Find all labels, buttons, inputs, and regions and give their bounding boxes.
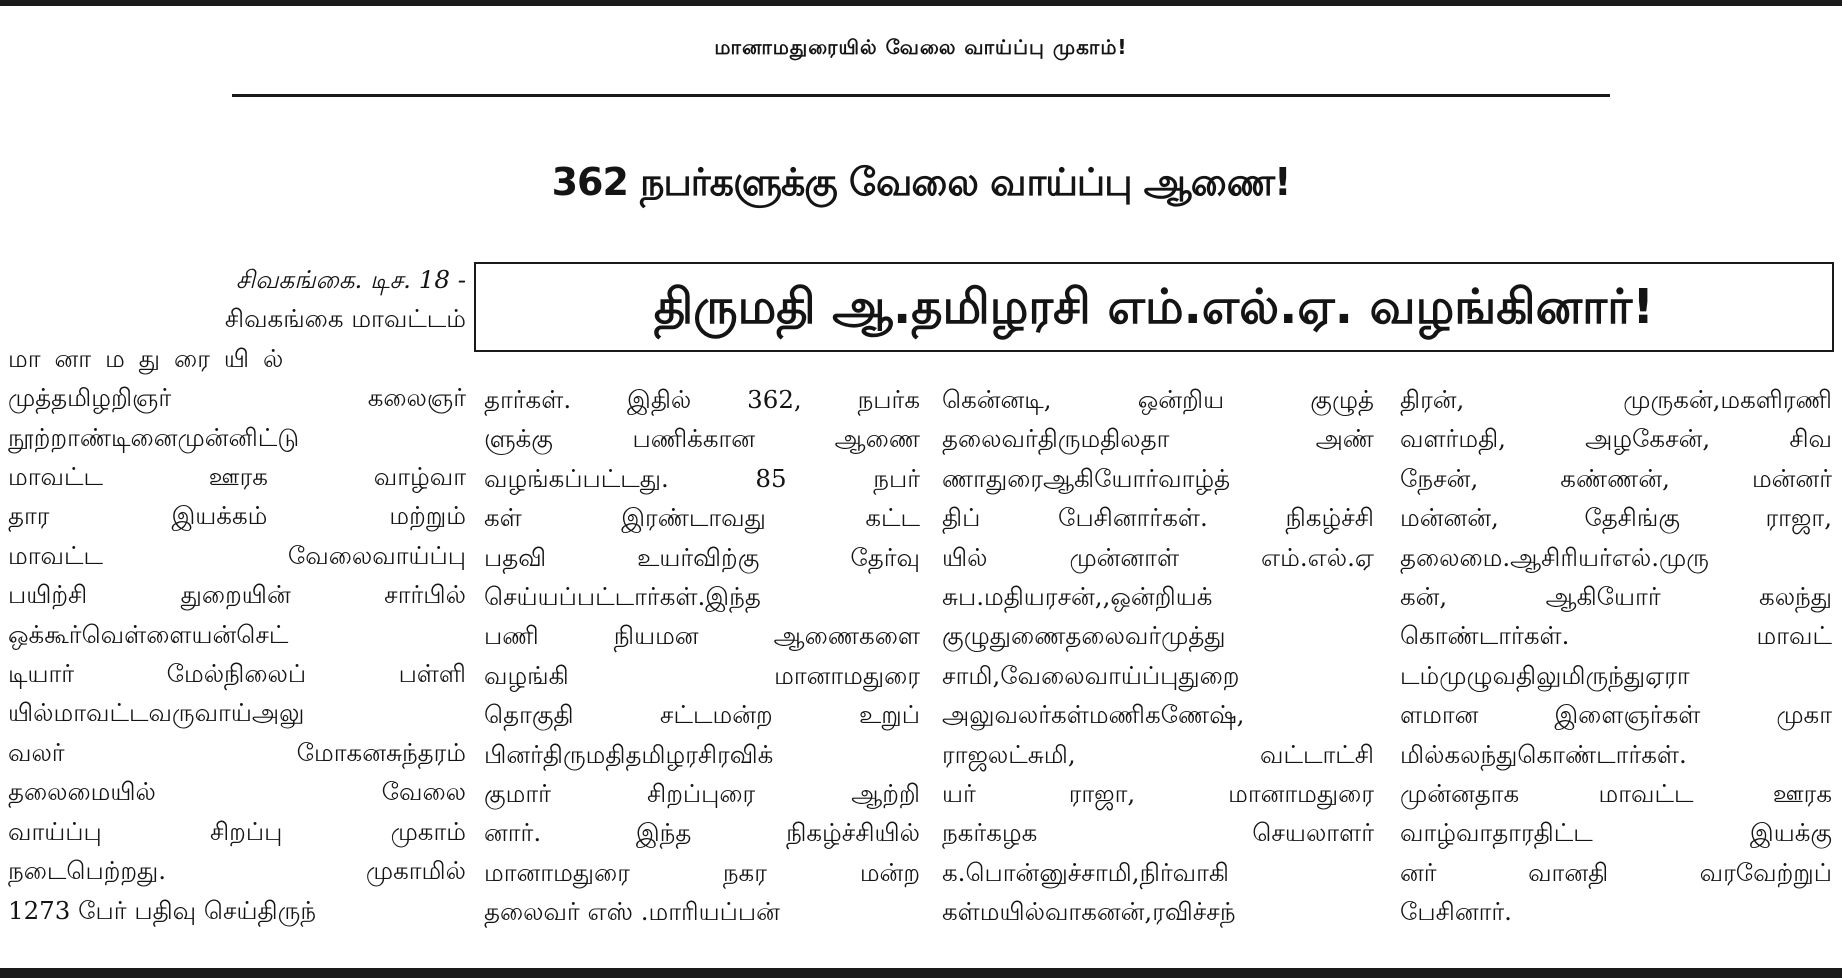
article-column-3 [942, 380, 1374, 932]
subheadline-box [474, 262, 1834, 352]
column-line: நடைபெற்றது. முகாமில் [8, 856, 466, 886]
article-column-1 [8, 260, 466, 930]
kicker-heading: மானாமதுரையில் வேலை வாய்ப்பு முகாம்! [714, 35, 1128, 59]
column-line: குமார் சிறப்புரை ஆற்றி [484, 779, 920, 809]
column-line: னர் வானதி வரவேற்றுப் [1400, 857, 1832, 887]
column-line: முன்னதாக மாவட்ட ஊரக [1400, 779, 1832, 809]
main-headline: 362 நபர்களுக்கு வேலை வாய்ப்பு ஆணை! [551, 160, 1291, 204]
column-line: கொண்டார்கள். மாவட் [1400, 621, 1832, 651]
column-line: கென்னடி, ஒன்றிய குழுத் [942, 385, 1374, 414]
column-line: தார்கள். இதில் 362, நபர்க [484, 385, 920, 414]
column-line: முத்தமிழறிஞர் கலைஞர் [8, 383, 466, 413]
column-line: வாழ்வாதாரதிட்ட இயக்கு [1400, 818, 1832, 848]
column-line: வலர் மோகனசுந்தரம் [8, 737, 466, 767]
column-line: மாவட்ட வேலைவாய்ப்பு [8, 540, 466, 570]
column-line: திப் பேசினார்கள். நிகழ்ச்சி [942, 503, 1374, 533]
column-line: கன், ஆகியோர் கலந்து [1400, 582, 1832, 612]
top-rule [0, 0, 1842, 6]
column-line: பதவி உயர்விற்கு தேர்வு [484, 542, 920, 572]
column-line: பணி நியமன ஆணைகளை [484, 621, 920, 651]
column-line: பினர்திருமதிதமிழரசிரவிக் [484, 739, 774, 769]
column-line: திரன், முருகன்,மகளிரணி [1400, 385, 1832, 414]
column-line: டியார் மேல்நிலைப் பள்ளி [8, 659, 466, 689]
column-line: தலைவர்திருமதிலதா அண் [942, 424, 1374, 454]
column-line: வாய்ப்பு சிறப்பு முகாம் [8, 816, 466, 846]
column-line: டம்முழுவதிலுமிருந்துஏரா [1400, 660, 1690, 690]
column-line: நூற்றாண்டினைமுன்னிட்டு [8, 422, 300, 452]
column-line: ளுக்கு பணிக்கான ஆணை [484, 424, 920, 454]
column-line: 1273 பேர் பதிவு செய்திருந் [8, 895, 317, 925]
column-line: யில் முன்னாள் எம்.எல்.ஏ [942, 542, 1374, 572]
column-line: பேசினார். [1400, 897, 1512, 927]
column-line: அலுவலர்கள்மணிகணேஷ், [942, 700, 1245, 730]
column-line: செய்யப்பட்டார்கள்.இந்த [484, 582, 761, 612]
column-line: வழங்கப்பட்டது. 85 நபர் [484, 463, 920, 493]
column-line: வளர்மதி, அழகேசன், சிவ [1400, 424, 1832, 454]
column-line: தலைவர் எஸ் .மாரியப்பன் [484, 897, 780, 927]
kicker-underline [232, 94, 1610, 97]
bottom-rule [0, 968, 1842, 978]
column-line: தலைமையில் வேலை [8, 777, 466, 807]
column-line: மானாமதுரையில் [8, 343, 298, 373]
subheadline: திருமதி ஆ.தமிழரசி எம்.எல்.ஏ. வழங்கினார்! [653, 279, 1655, 335]
column-line: தொகுதி சட்டமன்ற உறுப் [484, 700, 920, 730]
column-line: கள்மயில்வாகனன்,ரவிச்சந் [942, 897, 1236, 927]
column-line: மில்கலந்துகொண்டார்கள். [1400, 739, 1687, 769]
column-line: யில்மாவட்டவருவாய்அலு [8, 698, 305, 728]
column-line: நேசன், கண்ணன், மன்னர் [1400, 463, 1832, 493]
column-line: ராஜலட்சுமி, வட்டாட்சி [942, 739, 1374, 769]
column-line: வழங்கி மானாமதுரை [484, 660, 920, 690]
column-line: கள் இரண்டாவது கட்ட [484, 503, 920, 533]
column-line: ளமான இளைஞர்கள் முகா [1400, 700, 1832, 730]
article-column-4 [1400, 380, 1832, 932]
column-line: ணாதுரைஆகியோர்வாழ்த் [942, 463, 1231, 493]
column-line: மாவட்ட ஊரக வாழ்வா [8, 462, 466, 492]
column-line: ஒக்கூர்வெள்ளையன்செட் [8, 619, 289, 649]
column-line: மானாமதுரை நகர மன்ற [484, 857, 920, 887]
column-line: தார இயக்கம் மற்றும் [8, 501, 466, 531]
column-line: யர் ராஜா, மானாமதுரை [942, 779, 1374, 809]
column-line: சிவகங்கை மாவட்டம் [224, 304, 466, 334]
column-line: மன்னன், தேசிங்கு ராஜா, [1400, 503, 1832, 533]
column-line: தலைமை.ஆசிரியர்எல்.முரு [1400, 542, 1709, 572]
column-line: குழுதுணைதலைவர்முத்து [942, 621, 1226, 651]
column-line: பயிற்சி துறையின் சார்பில் [8, 580, 466, 610]
column-line: க.பொன்னுச்சாமி,நிர்வாகி [942, 857, 1229, 887]
column-line: சாமி,வேலைவாய்ப்புதுறை [942, 660, 1240, 690]
column-line: னார். இந்த நிகழ்ச்சியில் [484, 818, 920, 848]
article-column-2 [484, 380, 920, 932]
dateline: சிவகங்கை. டிச. 18 - [235, 265, 466, 294]
column-line: சுப.மதியரசன்,,ஒன்றியக் [942, 582, 1213, 612]
column-line: நகர்கழக செயலாளர் [942, 818, 1374, 848]
